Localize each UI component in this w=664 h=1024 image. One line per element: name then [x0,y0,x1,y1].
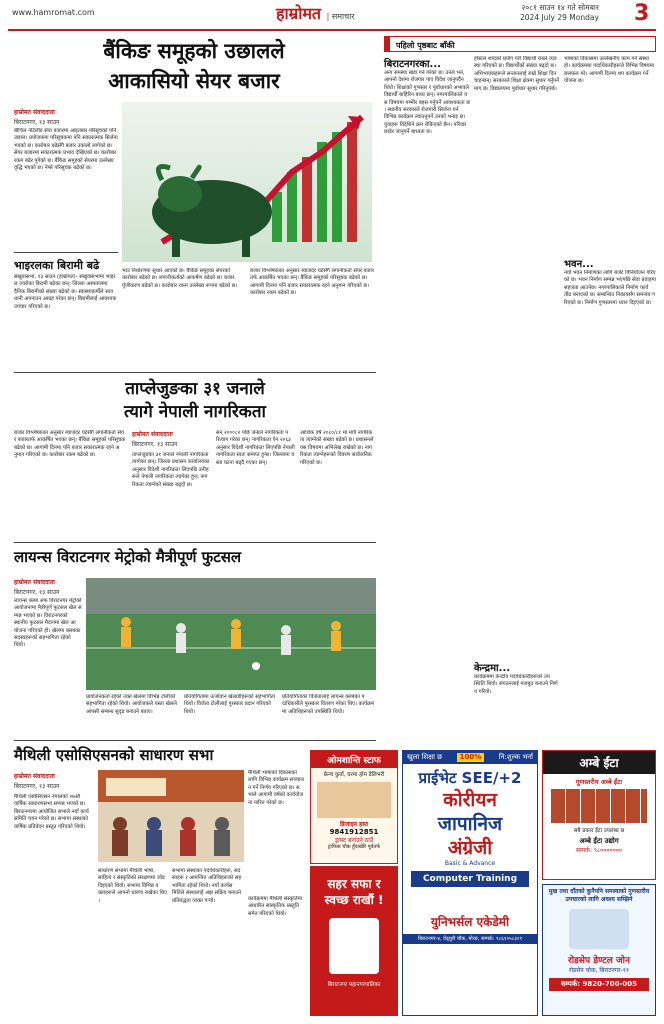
brick-ad[interactable] [542,750,656,880]
lead-body-b: संखुवासभा, १३ साउन (हाम्रोमत)- संखुवासभामा भाइरल ज्वरोका बिरामी बढेका छन्। जिल्ला अस्पतालमा दैनिक बिरामीको संख्या बढेको छ। स्वास्थ्यकर्मीले सावधानी अपनाउन आग्रह गरेका छन्। बिरामीलाई आवश्यक उपचार गरिएको छ। [14,274,117,310]
lead-body-d: बजार विश्लेषकका अनुसार ब्याजदर घटेसँगै लगानीकर्ता सेयर बजारतर्फ आकर्षित भएका छन्। बैंकिङ समूहको परिसूचक बढेको छ। आगामी दिनमा पनि बजार सकारात्मक रहने अनुमान गरिएको छ। कारोबार रकम बढेको छ। [250,268,374,297]
lead-headline-line-1: बैंकिङ समूहको उछालले [103,38,285,63]
brick-ad-sub: गुणस्तरीय अम्बे ईंटा [575,778,623,786]
maithili-body-d: मैथिली भाषाको विकासका लागि विभिन्न कार्यक्रम सञ्चालन गर्ने निर्णय गरिएको छ। सभाले आगामी वर्षको कार्ययोजना पारित गरेको छ। [248,770,304,806]
maithili-dateline: बिराटनगर, १३ साउन [14,783,60,790]
maithili-body-c: सभामा संस्थाका पदाधिकारीहरू, सदस्यहरू र आमन्त्रित अतिथिहरूको सहभागिता रहेको थियो। नयाँ कार्यसमितिले संस्थालाई अझ सक्रिय बनाउने प्रतिबद्धता व्यक्त गर्‍यो। [172,868,242,904]
date-english: 2024 July 29 Monday [520,13,599,22]
school-ad-top: खुला शिक्षा छ [407,753,443,761]
brick-ad-image [551,789,647,823]
right-col1-head: बिराटनगरका... [384,59,441,70]
dental-ad-phone[interactable]: सम्पर्क: 9820-700-005 [549,978,649,991]
lead-byline [14,108,55,116]
right-col2-subhead: केन्द्रमा... [474,663,511,674]
bull-chart-graphic [122,102,372,262]
second-byline [132,430,173,438]
second-headline [14,378,376,424]
date-nepali: २०८१ साउन १४ गते सोमबार [521,3,599,12]
school-ad-title-3: जापानिज [437,813,503,835]
maithili-body-e: कार्यक्रममा मैथिली संस्कृतिमा आधारित सांस्कृतिक प्रस्तुति समेत गरिएको थियो। [248,896,303,917]
brick-ad-line: सबै प्रकार ईंटा उपलब्ध छ [573,828,625,834]
dental-ad-head: मुख तथा दाँतको कुनैपनि समस्याको गुणस्तरीय उपचारको लागि अवश्य सम्झिने [548,888,650,903]
section-rule-3 [14,740,376,741]
continued-label: पहिलो पृष्ठबाट बाँकी [396,41,455,50]
logo-section: | समाचार [326,12,355,21]
maithili-body-b: साधारण सभामा मैथिली भाषा, साहित्य र संस्कृतिको संरक्षणमा जोड दिइएको थियो। सभामा विभिन्न वक्ताहरूले आफ्नो धारणा राखेका थिए। [98,868,167,904]
futsal-headline: लायन्स विराटनगर मेट्रोको मैत्रीपूर्ण फुटसल [14,548,242,566]
school-ad-topbar [403,751,537,764]
futsal-body-a: लायन्स क्लब अफ विराटनगर मेट्रोको आयोजनामा मैत्रीपूर्ण फुटसल खेल सम्पन्न भएको छ। विराटनगरको स्थानीय फुटसल मैदानमा खेल आयोजना गरिएको हो। खेलमा क्लबका सदस्यहरूको सहभागिता रहेको थियो। [14,598,82,649]
lead-headline-line-2: आकासियो सेयर बजार [108,68,280,93]
lead-subhead-rule [14,252,118,253]
second-body-a: ताप्लेजुङका ३१ जनाले नेपाली नागरिकता त्यागेका छन्। जिल्ला प्रशासन कार्यालयका अनुसार विदेशी नागरिकता लिएपछि उनीहरूले नेपाली नागरिकता त्यागेका हुन्। नागरिकता त्याग्नेको संख्या बढ्दो छ। [132,452,210,488]
futsal-body-b: प्रायोजनकर्ता रहेको उक्त खेलमा विभिन्न टोलीको सहभागिता रहेको थियो। आयोजकले यस्ता खेलले आपसी सम्बन्ध सुदृढ बनाउने बताए। [86,694,177,715]
school-ad-name: युनिभर्सल एकेडेमी [430,915,510,929]
cleanliness-ad-image [329,918,379,974]
dental-ad[interactable] [542,884,656,1016]
brick-ad-name: अम्बे ईंटा उद्योग [579,837,619,845]
bull-market-photo [122,102,372,262]
futsal-scene-graphic [86,578,376,690]
school-ad-title-4: अंग्रेजी [447,837,493,859]
section-rule-2 [14,542,376,543]
right-col3-tail: नयाँ भवन निर्माणका लागि बजेट विनियोजन गरिएको छ। भवन निर्माण सम्पन्न भएपछि सेवा प्रवाहमा सहजता आउनेछ। नगरपालिकाले निर्माण कार्य तीव्र बनाएको छ। सम्बन्धित निकायसँग समन्वय गरिएको छ। निर्माण गुणस्तरमा ध्यान दिइएको छ। [564,270,656,306]
second-body-c: आर्थिक वर्ष २०८०/८१ मा मात्रै नागरिकता त्याग्नेको संख्या बढेको छ। प्रशासनले यस विषयमा अभिलेख राखेको छ। नागरिकता त्याग्नेहरूको विवरण सार्वजनिक गरिएको छ। [300,430,374,466]
brick-ad-title: अम्बे ईंटा [543,751,655,774]
dental-ad-address: रोडसेप चोक, बिराटनगर-११ [569,967,629,974]
maithili-byline-source: हाम्रोमत संवाददाता [14,773,55,780]
staff-ad-note: ट्राफिक चौक हुँदाखेरि पूर्वतर्फ [327,844,381,850]
futsal-dateline: बिराटनगर, १३ साउन [14,589,60,596]
lead-byline-source: हाम्रोमत संवाददाता [14,109,55,116]
futsal-photo [86,578,376,690]
citizenship-note: बजार विश्लेषकका अनुसार ब्याजदर घटेसँगै लगानीकर्ता सेयर बजारतर्फ आकर्षित भएका छन्। बैंकिङ समूहको परिसूचक बढेको छ। आगामी दिनमा पनि बजार सकारात्मक रहने अनुमान गरिएको छ। कारोबार रकम बढेको छ। [14,430,126,459]
second-dateline: बिराटनगर, १३ साउन [132,441,178,448]
masthead-logo [276,2,355,24]
staff-ad-tag: डिजाइन हस्त [339,821,369,828]
continued-banner [384,36,656,52]
staff-ad-phone[interactable]: 9841912851 [329,828,379,836]
lead-headline [14,36,374,96]
second-headline-line-2: त्यागे नेपाली नागरिकता [124,402,266,422]
dental-ad-image [569,909,629,949]
futsal-byline-source: हाम्रोमत संवाददाता [14,579,55,586]
lead-body-a: बीचिल नेटिलीड सेवा बजारमा आइतबार परिसूचको पनि उछाल। प्रयोजकमा परिसूचकमा पनि सकारात्मक सिर्जना भएको छ। कारोबार बढेसँगै बजार उकालो लागेको छ। सेयर बजारमा सकारात्मक प्रभाव देखिएको छ। कारोबार रकम बढेर पुगेको छ। बैंकिङ समूहको सेयरमा उल्लेख्य वृद्धि भएको छ। नेप्से परिसूचक बढेको छ। [14,128,118,172]
page-number: 3 [634,1,650,26]
right-col2-body: होस्टल शब्दको प्रयोग गरी विद्यार्थी राख्ने व्यवस्था गरिएको छ। विद्यार्थीको संख्या बढ्दो छ। अभिभावकहरूले सन्तानलाई राम्रो शिक्षा दिन चाहन्छन्। सरकारले शिक्षा क्षेत्रमा सुधार गर्नुपर्ने माग छ। विद्यालयमा पूर्वाधार सुधार गरिनुपर्छ। [474,56,559,92]
maithili-body-a: मैथिली एसोसिएसन नेपालको २७औं वार्षिक साधारणसभा सम्पन्न भएको छ। बिराटनगरमा आयोजित सभाले नयाँ कार्यसमिति चयन गरेको छ। सभामा संस्थाको वार्षिक प्रतिवेदन प्रस्तुत गरिएको थियो। [14,794,89,830]
staff-ad-slogan: ड्राफ्ट बनाउने ठाउँ [334,837,374,844]
right-col3-subhead: भवन... [564,259,594,270]
right-col3-body: भाषाको विकासमा उल्लेखनीय काम गर्ने संस्था हो। कार्यक्रममा पदाधिकारीहरूले विभिन्न विषयमा छलफल गरे। आगामी दिनमा थप कार्यक्रम गर्ने योजना छ। [564,56,655,85]
cleanliness-ad-slogan: सहर सफा र स्वच्छ राखौं ! [324,877,384,907]
site-url[interactable]: www.hamromat.com [12,8,95,17]
school-ad-tag: नि:शुल्क भर्ना [498,753,533,761]
staff-ad-sub: फ्रेन्च कुर्ता, घरमा होम डेलिभरी [323,772,385,778]
cleanliness-ad [310,866,398,1016]
lead-body-c: भाउ निर्धारणमा सुधार आएको छ। बैंकिङ समूहका सेयरको कारोबार बढेको छ। लगानीकर्ताको आकर्षण बढेको छ। बजार पूँजीकरण बढेको छ। कारोबार रकम उल्लेख्य रूपमा बढेको छ। [122,268,238,289]
school-ad-percent: 100% [457,753,485,762]
brick-ad-contact[interactable]: सम्पर्क: ९८००००००० [576,847,622,854]
lead-dateline: बिराटनगर, १३ साउन [14,119,60,126]
maithili-photo [98,770,244,862]
second-headline-line-1: ताप्लेजुङका ३१ जनाले [125,379,265,399]
school-ad[interactable] [402,750,538,1016]
staff-ad-title: ओमशान्ति स्टाफ [311,751,397,768]
futsal-byline [14,578,55,586]
logo-text: हाम्रोमत [276,4,322,23]
maithili-byline [14,772,55,780]
lead-subhead: भाइरलका बिरामी बढे [14,259,100,272]
school-ad-level: Basic & Advance [444,860,496,867]
maithili-headline: मैथिली एसोसिएसनको साधारण सभा [14,746,214,764]
school-ad-title-2: कोरीयन [443,789,497,811]
cleanliness-ad-org: बिराटनगर महानगरपालिका [327,982,381,988]
staff-ad-image [317,782,391,818]
second-byline-source: हाम्रोमत संवाददाता [132,431,173,438]
issue-date [520,3,599,23]
right-col1-body: अन्य समस्या खडा गर्ने गरेको छ। उनले भने, आफ्नो देशमा रोजगार पाए विदेश जानुपर्दैन थियो। शिक्षाको गुणस्तर र पूर्वाधारको अभावले विद्यार्थी बाहिरिन बाध्य छन्। नगरपालिकाले यस विषयमा गम्भीर बहस गर्नुपर्ने आवश्यकता छ। स्थानीय सरकारले रोजगारी सिर्जना गर्न विभिन्न कार्यक्रम ल्याउनुपर्ने उनको भनाइ छ। युवाहरू विदेशिने क्रम रोकिएको छैन। परिवार छाडेर जानुपर्ने बाध्यता छ। [384,70,470,136]
school-ad-address: बिराटनगर-४, वेद्शुरी चौक, मोरङ, सम्पर्क: ९८६१०५८३०१ [403,934,537,944]
second-body-b: सन् २०००८२ पछि जनाले नागरिकता परित्याग गरेका छन्। नागरिकता ऐन २०६३ अनुसार विदेशी नागरिकता लिएपछि नेपाली नागरिकता स्वतः समाप्त हुन्छ। जिल्लामा यस्ता घटना बढ्दै गएका छन्। [216,430,295,466]
dental-ad-name: रोडसेप डेण्टल जोन [568,956,630,966]
school-ad-computer: Computer Training [411,871,529,887]
right-col2-tail: कार्यक्रममा केन्द्रीय पदाधिकारीहरूको उपस्थिति थियो। संगठनलाई मजबुत बनाउने निर्णय गरियो। [474,674,558,695]
header-rule [8,29,656,31]
futsal-body-c: प्रतियोगितामा ऊर्जावान खेलाडीहरूको सहभागिता थियो। विजेता टोलीलाई पुरस्कार प्रदान गरिएको थियो। [184,694,276,715]
maithili-scene-graphic [98,770,244,862]
school-ad-title-1: प्राईभेट SEE/+2 [418,769,522,787]
section-rule-1 [14,372,376,373]
staff-ad[interactable] [310,750,398,864]
futsal-body-d: प्रतियोगिताका विजेतालाई लायन्स क्लबका पदाधिकारीले पुरस्कार वितरण गरेका थिए। कार्यक्रममा अतिथिहरूको उपस्थिति थियो। [282,694,375,715]
